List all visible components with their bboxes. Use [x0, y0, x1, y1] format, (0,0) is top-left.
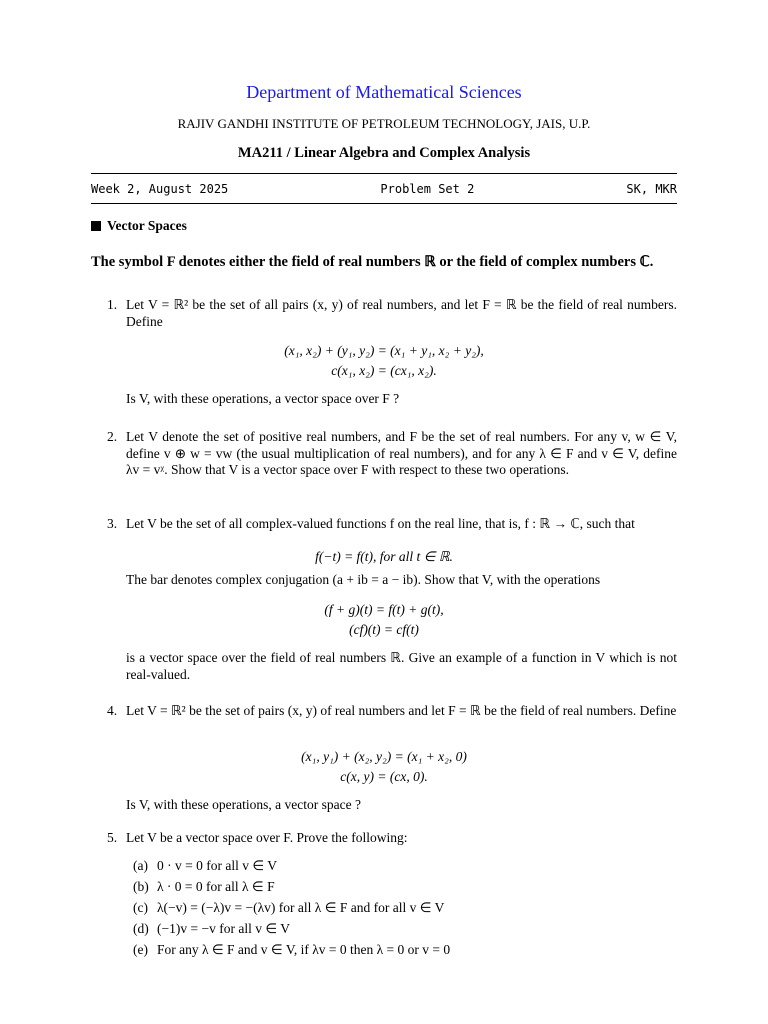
header-meta-row: [91, 182, 677, 196]
problem-3: [91, 516, 677, 533]
problem-text: Let V denote the set of positive real numbers, and F be the set of real numbers. For any v, w ∈ V, define v ⊕ w = vw (the usual multiplication of real numbers), and for any λ ∈ F and v ∈ V, define λv = vᵡ. Show that V is a vector space over F with respect to these two operations.: [126, 429, 677, 477]
problem-2: [91, 429, 677, 479]
problem-4-question: [91, 797, 677, 814]
problem-set-label: Problem Set 2: [380, 182, 475, 196]
subitem-d: [133, 921, 290, 937]
equation: (cf)(t) = cf(t): [349, 622, 419, 637]
problem-number: 1.: [107, 297, 118, 312]
problem-text: Let V be a vector space over F. Prove the following:: [126, 830, 408, 845]
subitem-label: (a): [133, 858, 148, 873]
square-bullet-icon: [91, 221, 101, 231]
course-title: MA211 / Linear Algebra and Complex Analysis: [237, 145, 531, 161]
equation: c(x₁, x₂) = (cx₁, x₂).: [331, 363, 437, 378]
equation: (x₁, x₂) + (y₁, y₂) = (x₁ + y₁, x₂ + y₂),: [284, 343, 484, 358]
equation: (x₁, y₁) + (x₂, y₂) = (x₁ + x₂, 0): [301, 749, 467, 764]
problem-text: is a vector space over the field of real numbers ℝ. Give an example of a function in V which is not real-valued.: [126, 650, 677, 682]
equation: c(x, y) = (cx, 0).: [340, 769, 428, 784]
problem-3-text2: [91, 572, 677, 589]
subitem-label: (b): [133, 879, 149, 894]
problem-1: [91, 297, 677, 330]
subitem-e: [133, 942, 450, 958]
subitem-b: [133, 879, 275, 895]
problem-text: Let V = ℝ² be the set of pairs (x, y) of real numbers and let F = ℝ be the field of real numbers. Define: [126, 703, 677, 718]
problem-number: 3.: [107, 516, 118, 531]
problem-text: Let V = ℝ² be the set of all pairs (x, y) of real numbers, and let F = ℝ be the field of real numbers. Define: [126, 297, 677, 329]
header-bottom-rule: [91, 203, 677, 204]
week-label: Week 2, August 2025: [91, 182, 229, 196]
problem-text: Let V be the set of all complex-valued functions f on the real line, that is, f : ℝ → ℂ, such that: [126, 516, 635, 531]
subitem-text: 0 · v = 0 for all v ∈ V: [157, 858, 277, 873]
problem-4: [91, 703, 677, 720]
equation: f(−t) = f(t), for all t ∈ ℝ.: [315, 549, 453, 564]
subitem-a: [133, 858, 277, 874]
problem-number: 2.: [107, 429, 118, 444]
equation: (f + g)(t) = f(t) + g(t),: [324, 602, 444, 617]
problem-3-text3: [91, 650, 677, 683]
subitem-text: (−1)v = −v for all v ∈ V: [157, 921, 290, 936]
section-heading: [91, 218, 187, 234]
problem-question: Is V, with these operations, a vector space ?: [126, 797, 361, 812]
department-title: Department of Mathematical Sciences: [246, 82, 522, 102]
section-title: Vector Spaces: [107, 218, 187, 233]
problem-5: [91, 830, 677, 847]
institute-name: RAJIV GANDHI INSTITUTE OF PETROLEUM TECHNOLOGY, JAIS, U.P.: [177, 116, 591, 131]
problem-question: Is V, with these operations, a vector space over F ?: [126, 391, 400, 406]
subitem-label: (c): [133, 900, 148, 915]
problem-number: 5.: [107, 830, 118, 845]
problem-1-question: [91, 391, 677, 408]
subitem-text: For any λ ∈ F and v ∈ V, if λv = 0 then λ = 0 or v = 0: [157, 942, 451, 957]
problem-text: The bar denotes complex conjugation (a + ib = a − ib). Show that V, with the operations: [126, 572, 601, 587]
subitem-c: [133, 900, 444, 916]
authors-label: SK, MKR: [626, 182, 677, 196]
header-top-rule: [91, 173, 677, 174]
subitem-text: λ(−v) = (−λ)v = −(λv) for all λ ∈ F and for all v ∈ V: [157, 900, 445, 915]
subitem-label: (e): [133, 942, 148, 957]
subitem-label: (d): [133, 921, 149, 936]
subitem-text: λ · 0 = 0 for all λ ∈ F: [157, 879, 275, 894]
intro-statement: The symbol F denotes either the field of real numbers ℝ or the field of complex numbers ℂ.: [91, 254, 654, 270]
problem-number: 4.: [107, 703, 118, 718]
